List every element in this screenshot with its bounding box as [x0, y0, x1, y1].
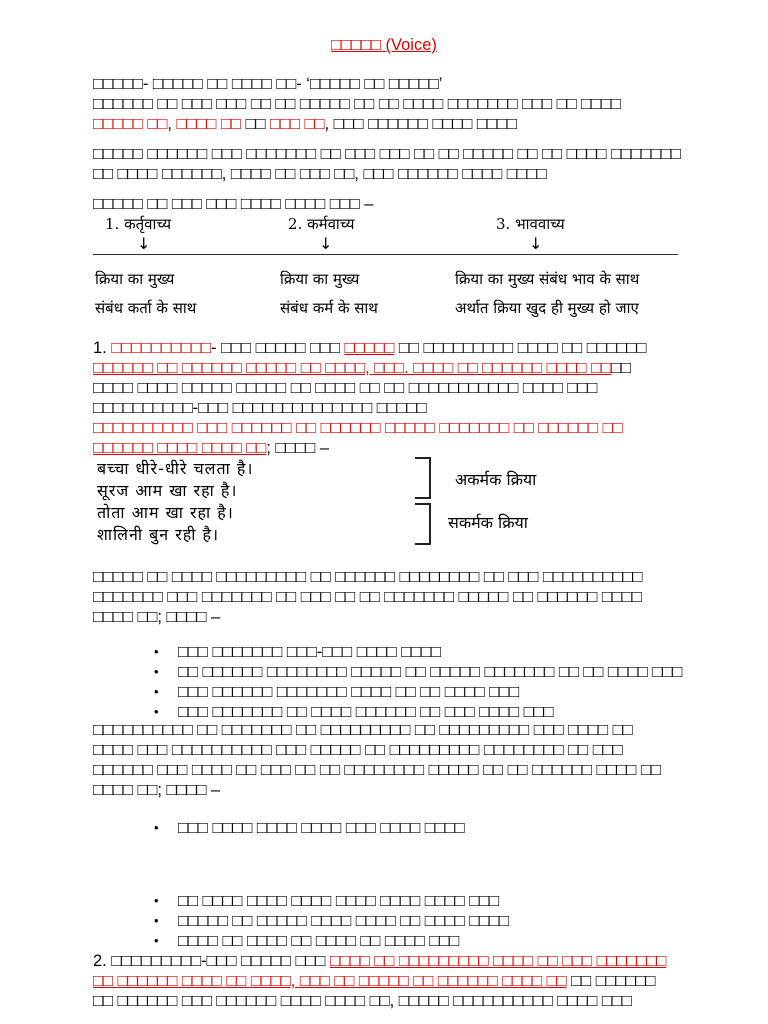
voice-types-diagram	[93, 212, 683, 327]
section-2-text-1: □□□□□□□□□-□□□ □□□□□ □□□	[111, 952, 330, 970]
example-list-2	[150, 818, 465, 838]
intro-highlight-2: □□□□ □□	[176, 115, 241, 133]
example-sentence-1: बच्चा धीरे-धीरे चलता है।	[97, 459, 254, 478]
diagram-heading-2: 2. कर्मवाच्य	[288, 215, 355, 233]
transitive-verb-label: सकर्मक क्रिया	[448, 513, 528, 532]
bracket-intransitive	[415, 457, 431, 499]
intro-sep-1: ,	[167, 115, 177, 133]
list-item: • □□□ □□□□□□□ □□ □□□□ □□□□□□ □□ □□□ □□□□ □□□	[150, 702, 682, 722]
section-2	[93, 951, 733, 1011]
page-title: □□□□□ (Voice)	[331, 36, 437, 54]
paragraph-3-line: □□□□□ □□ □□□ □□□ □□□□ □□□□ □□□ –	[93, 195, 374, 213]
section-1-text-2: □□ □□□□□□□□□ □□□□ □□ □□□□□□	[394, 339, 647, 357]
intro-line-3-end: , □□□ □□□□□□ □□□□ □□□□	[324, 115, 517, 133]
paragraph-2-line-2: □□ □□□□ □□□□□□, □□□□ □□ □□□ □□, □□□ □□□□□□ □□□□ □□□□	[93, 165, 547, 183]
section-2-highlight-1: □□□□ □□ □□□□□□□□□ □□□□ □□ □□□ □□□□□□□	[329, 952, 667, 970]
intro-highlight-3: □□□ □□	[270, 115, 325, 133]
section-1-line-1	[93, 338, 733, 358]
diagram-desc-3a: क्रिया का मुख्य संबंध भाव के साथ	[455, 270, 640, 288]
paragraph-4-line-1: □□□□□ □□ □□□□ □□□□□□□□□ □□ □□□□□□ □□□□□□□□ □□ □□□ □□□□□□□□□□	[93, 568, 643, 586]
intransitive-verb-label: अकर्मक क्रिया	[455, 470, 537, 489]
diagram-desc-1b: संबंध कर्ता के साथ	[95, 299, 197, 317]
list-item: • □□□ □□□□□□ □□□□□□□ □□□□ □□ □□ □□□□ □□□	[150, 682, 682, 702]
paragraph-5-line-3: □□□□□□ □□□ □□□□ □□ □□□ □□ □□ □□□□□□□□ □□□□□ □□ □□ □□□□□□ □□□□ □□	[93, 761, 661, 779]
intro-paragraph	[93, 74, 733, 134]
section-1-keyword: □□□□□	[344, 339, 395, 357]
section-1-highlight: □□□□□□ □□ □□□□□□ □□□□□ □□ □□□□, □□□. □□□□ □□ □□□□□□ □□□□ □□	[93, 359, 612, 377]
section-1-line-3: □□□□ □□□□ □□□□□ □□□□□ □□ □□□□ □□ □□ □□□□□□□□□□□ □□□□ □□□	[93, 379, 598, 397]
arrow-down-icon: ↓	[319, 234, 333, 253]
example-list-3	[150, 891, 509, 951]
list-item: • □□□□□ □□ □□□□□ □□□□ □□□□ □□ □□□□ □□□□	[150, 911, 509, 931]
section-1-line-2	[93, 358, 733, 378]
diagram-heading-3: 3. भाववाच्य	[496, 215, 565, 233]
section-2-line-2-end: □□ □□□□□□	[566, 972, 656, 990]
paragraph-4	[93, 567, 733, 627]
section-2-number: 2.	[93, 952, 112, 970]
section-2-line-2	[93, 971, 733, 991]
list-item: • □□□□ □□ □□□□ □□ □□□□ □□ □□□□ □□□	[150, 931, 509, 951]
diagram-desc-2a: क्रिया का मुख्य	[280, 270, 360, 288]
intro-line-3	[93, 114, 733, 134]
section-2-highlight-2: □□ □□□□□□ □□□□ □□ □□□□, □□□ □□ □□□□□ □□ □□□□□□ □□□□ □□	[93, 972, 567, 990]
bracket-transitive	[415, 503, 431, 545]
diagram-divider	[93, 254, 678, 255]
list-item: • □□□ □□□□□□□ □□□-□□□ □□□□ □□□□	[150, 642, 682, 662]
diagram-desc-2b: संबंध कर्म के साथ	[280, 299, 378, 317]
example-sentence-3: तोता आम खा रहा है।	[97, 503, 234, 522]
example-sentences-image	[93, 455, 633, 550]
example-sentence-2: सूरज आम खा रहा है।	[97, 481, 238, 500]
paragraph-3	[93, 194, 733, 214]
intro-highlight-1: □□□□□ □□	[93, 115, 168, 133]
intro-line-1: □□□□□- □□□□□ □□ □□□□ □□- ‘□□□□□ □□ □□□□□’	[93, 75, 443, 93]
section-2-line-1	[93, 951, 733, 971]
section-1-line-6-end: ; □□□□ –	[266, 439, 330, 457]
diagram-desc-1a: क्रिया का मुख्य	[95, 270, 175, 288]
paragraph-5-line-1: □□□□□□□□□□ □□ □□□□□□□ □□ □□□□□□□□□ □□ □□□□□□□□□ □□□ □□□□ □□	[93, 721, 633, 739]
section-1-line-4: □□□□□□□□□□-□□□ □□□□□□□□□□□□□□ □□□□□	[93, 399, 427, 417]
diagram-desc-3b: अर्थात क्रिया खुद ही मुख्य हो जाए	[455, 299, 639, 317]
section-1-text-1: - □□□ □□□□□ □□□	[211, 339, 345, 357]
paragraph-5-line-4: □□□□ □□; □□□□ –	[93, 781, 221, 799]
example-sentence-4: शालिनी बुन रही है।	[97, 525, 220, 544]
arrow-down-icon: ↓	[529, 234, 543, 253]
paragraph-2	[93, 144, 733, 184]
list-item: • □□ □□□□□□ □□□□□□□□ □□□□□ □□ □□□□□ □□□□□□□ □□ □□ □□□□ □□□	[150, 662, 682, 682]
diagram-heading-1: 1. कर्तृवाच्य	[105, 215, 172, 233]
section-1-number: 1.	[93, 339, 112, 357]
paragraph-5-line-2: □□□□ □□□ □□□□□□□□□□ □□□ □□□□□ □□ □□□□□□□□□ □□□□□□□□ □□ □□□	[93, 741, 623, 759]
section-1-line-5: □□□□□□□□□□ □□□ □□□□□□ □□ □□□□□□ □□□□□ □□□□□□□ □□ □□□□□□ □□	[93, 419, 623, 437]
section-1-line-2-end: □□	[611, 359, 631, 377]
arrow-down-icon: ↓	[137, 234, 151, 253]
section-1-line-6-highlight: □□□□□□ □□□□ □□□□ □□	[93, 439, 267, 457]
paragraph-2-line-1: □□□□□ □□□□□□ □□□ □□□□□□□ □□ □□□ □□□ □□ □□ □□□□□ □□ □□ □□□□ □□□□□□□	[93, 145, 681, 163]
section-2-line-3: □□ □□□□□□ □□□ □□□□□□ □□□□ □□□□ □□, □□□□□ □□□□□□□□□□ □□□□ □□□	[93, 992, 632, 1010]
intro-line-2: □□□□□□ □□ □□□ □□□ □□ □□ □□□□□ □□ □□ □□□□ □□□□□□□ □□□ □□ □□□□	[93, 95, 621, 113]
example-list-1	[150, 642, 682, 722]
list-item: • □□□ □□□□ □□□□ □□□□ □□□ □□□□ □□□□	[150, 818, 465, 838]
paragraph-4-line-2: □□□□□□□ □□□ □□□□□□□ □□ □□□ □□ □□ □□□□□□□ □□□□□ □□ □□□□□□ □□□□	[93, 588, 642, 606]
list-item: • □□ □□□□ □□□□ □□□□ □□□□ □□□□ □□□□ □□□	[150, 891, 509, 911]
section-1	[93, 338, 733, 458]
section-1-heading: □□□□□□□□□□	[111, 339, 212, 357]
paragraph-5	[93, 720, 733, 800]
intro-sep-2: □□	[240, 115, 271, 133]
paragraph-4-line-3: □□□□ □□; □□□□ –	[93, 608, 221, 626]
